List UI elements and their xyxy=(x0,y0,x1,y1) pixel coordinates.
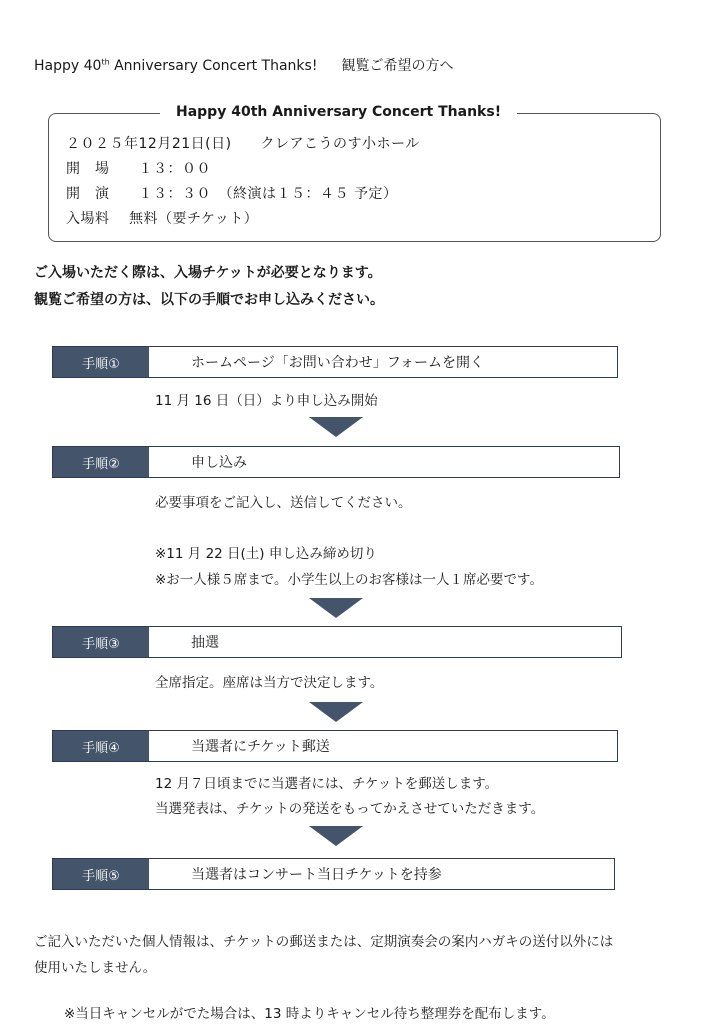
privacy-note-line-2: 使用いたしません。 xyxy=(34,960,157,976)
page-header xyxy=(34,55,453,75)
down-arrow-icon xyxy=(309,702,363,722)
step-4-label: 手順④ xyxy=(53,731,149,761)
step-4-description: 12 月７日頃までに当選者には、チケットを郵送します。 xyxy=(155,776,499,792)
step-2-text: 申し込み xyxy=(191,455,247,471)
step-1 xyxy=(52,346,618,378)
header-title-suffix: Anniversary Concert Thanks! xyxy=(109,58,318,74)
step-4 xyxy=(52,730,618,762)
step-2-description: 必要事項をご記入し、送信してください。 xyxy=(155,495,412,511)
step-5 xyxy=(52,858,615,890)
step-4-text: 当選者にチケット郵送 xyxy=(191,739,330,755)
step-5-text: 当選者はコンサート当日チケットを持参 xyxy=(191,867,442,883)
down-arrow-icon xyxy=(309,598,363,618)
step-3-description: 全席指定。座席は当方で決定します。 xyxy=(155,675,384,691)
header-title-sup: th xyxy=(101,57,110,67)
step-2 xyxy=(52,446,620,478)
step-2-deadline: ※11 月 22 日(土) 申し込み締め切り xyxy=(155,546,377,562)
step-3-text: 抽選 xyxy=(191,635,219,651)
step-2-label: 手順② xyxy=(53,447,149,477)
step-2-seat-limit: ※お一人様５席まで。小学生以上のお客様は一人１席必要です。 xyxy=(155,572,543,588)
info-date-venue: ２０２５年12月21日(日) クレアこうのす小ホール xyxy=(66,136,420,152)
info-admission: 入場料 無料（要チケット） xyxy=(66,211,259,227)
notice-line-2: 観覧ご希望の方は、以下の手順でお申し込みください。 xyxy=(34,292,384,308)
info-box-title: Happy 40th Anniversary Concert Thanks! xyxy=(160,104,517,120)
step-5-label: 手順⑤ xyxy=(53,859,149,889)
notice-line-1: ご入場いただく際は、入場チケットが必要となります。 xyxy=(34,265,382,281)
header-audience: 観覧ご希望の方へ xyxy=(341,58,454,74)
step-3-label: 手順③ xyxy=(53,627,149,657)
header-title-prefix: Happy 40 xyxy=(34,58,102,74)
info-start-time: 開 演 １３：３０ （終演は１５：４５ 予定） xyxy=(66,186,398,202)
down-arrow-icon xyxy=(309,826,363,846)
info-open-time: 開 場 １３：００ xyxy=(66,161,211,177)
cancellation-note: ※当日キャンセルがでた場合は、13 時よりキャンセル待ち整理券を配布します。 xyxy=(64,1006,555,1022)
step-1-text: ホームページ「お問い合わせ」フォームを開く xyxy=(191,355,485,371)
step-3 xyxy=(52,626,622,658)
step-1-label: 手順① xyxy=(53,347,149,377)
down-arrow-icon xyxy=(309,417,363,437)
step-1-description: 11 月 16 日（日）より申し込み開始 xyxy=(155,393,378,409)
step-4-announcement: 当選発表は、チケットの発送をもってかえさせていただきます。 xyxy=(155,801,545,817)
privacy-note-line-1: ご記入いただいた個人情報は、チケットの郵送または、定期演奏会の案内ハガキの送付以外には xyxy=(34,934,614,950)
